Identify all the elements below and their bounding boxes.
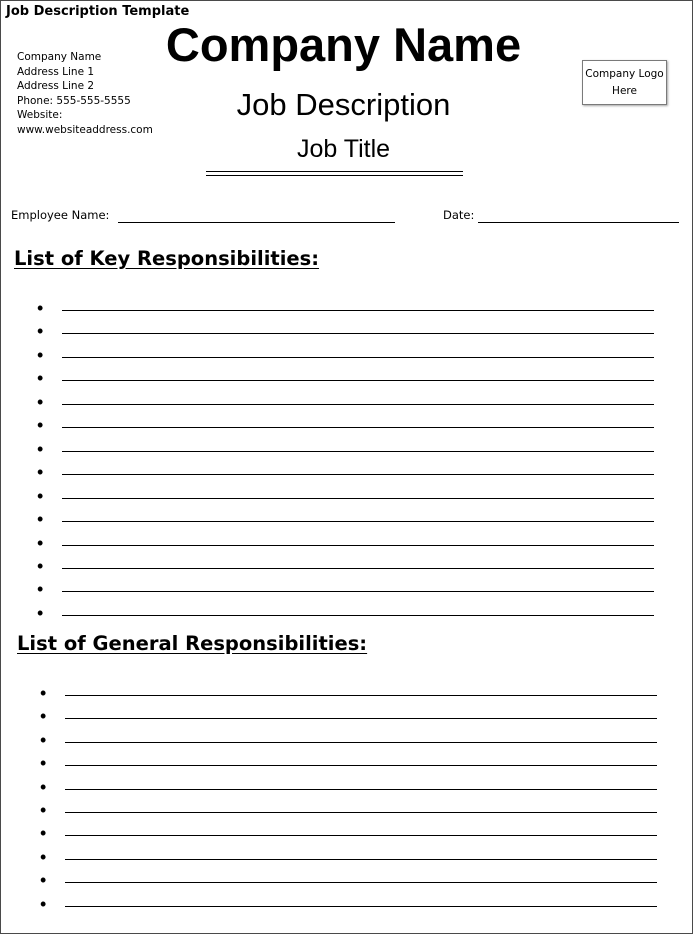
bullet-icon: •	[40, 800, 47, 820]
responsibility-line[interactable]	[62, 545, 654, 546]
responsibility-line[interactable]	[65, 906, 657, 907]
bullet-icon: •	[37, 344, 44, 365]
responsibility-line[interactable]	[65, 742, 657, 743]
responsibility-line[interactable]	[62, 404, 654, 405]
responsibility-line[interactable]	[65, 812, 657, 813]
company-address-line-2: Address Line 2	[17, 80, 95, 93]
company-website-label: Website:	[17, 109, 63, 122]
bullet-icon: •	[37, 438, 44, 459]
responsibility-line[interactable]	[65, 859, 657, 860]
responsibility-row	[37, 555, 657, 576]
bullet-icon: •	[37, 579, 44, 600]
responsibility-row	[37, 368, 657, 389]
job-description-heading: Job Description	[236, 87, 451, 122]
responsibility-row	[40, 870, 660, 891]
responsibility-line[interactable]	[62, 591, 654, 592]
bullet-icon: •	[37, 415, 44, 436]
responsibility-row	[37, 298, 657, 318]
bullet-icon: •	[40, 846, 47, 867]
bullet-icon: •	[40, 683, 47, 703]
responsibility-row	[37, 485, 657, 506]
company-address-line-1: Address Line 1	[17, 65, 95, 78]
responsibility-row	[40, 729, 660, 750]
title-double-rule	[206, 171, 463, 176]
employee-name-field[interactable]	[118, 222, 395, 223]
responsibility-line[interactable]	[65, 882, 657, 883]
responsibility-line[interactable]	[65, 695, 657, 696]
company-logo-placeholder[interactable]: Company Logo Here	[582, 60, 667, 105]
responsibility-line[interactable]	[65, 789, 657, 790]
bullet-icon: •	[37, 555, 44, 576]
bullet-icon: •	[37, 368, 44, 389]
responsibility-line[interactable]	[65, 835, 657, 836]
responsibility-line[interactable]	[62, 357, 654, 358]
date-label: Date:	[443, 208, 475, 222]
general-responsibilities-heading: List of General Responsibilities:	[17, 632, 368, 655]
bullet-icon: •	[40, 729, 47, 750]
responsibility-row	[37, 438, 657, 459]
responsibility-row	[37, 579, 657, 600]
bullet-icon: •	[40, 776, 47, 797]
responsibility-line[interactable]	[62, 310, 654, 311]
responsibility-line[interactable]	[62, 451, 654, 452]
responsibility-row	[40, 683, 660, 703]
job-title-heading: Job Title	[296, 135, 391, 163]
responsibility-row	[40, 846, 660, 867]
responsibility-row	[37, 391, 657, 412]
bullet-icon: •	[37, 602, 44, 623]
responsibility-line[interactable]	[62, 380, 654, 381]
responsibility-row	[37, 462, 657, 483]
responsibility-line[interactable]	[65, 718, 657, 719]
responsibility-line[interactable]	[62, 521, 654, 522]
bullet-icon: •	[37, 485, 44, 506]
company-name-heading: Company Name	[165, 18, 522, 71]
responsibility-row	[40, 706, 660, 727]
responsibility-line[interactable]	[62, 474, 654, 475]
responsibility-row	[40, 800, 660, 820]
responsibility-line[interactable]	[62, 498, 654, 499]
bullet-icon: •	[40, 753, 47, 774]
date-field[interactable]	[478, 222, 679, 223]
responsibility-row	[40, 893, 660, 914]
document-title: Job Description Template	[6, 4, 190, 19]
bullet-icon: •	[40, 823, 47, 844]
responsibility-row	[40, 753, 660, 774]
company-website: www.websiteaddress.com	[17, 123, 153, 136]
bullet-icon: •	[40, 870, 47, 891]
bullet-icon: •	[37, 462, 44, 483]
responsibility-line[interactable]	[65, 765, 657, 766]
responsibility-line[interactable]	[62, 568, 654, 569]
company-info-name: Company Name	[17, 51, 102, 63]
responsibility-row	[40, 776, 660, 797]
responsibility-row	[37, 509, 657, 530]
responsibility-row	[40, 823, 660, 844]
company-phone: Phone: 555-555-5555	[17, 94, 131, 107]
responsibility-line[interactable]	[62, 615, 654, 616]
bullet-icon: •	[37, 391, 44, 412]
bullet-icon: •	[37, 509, 44, 530]
employee-name-label: Employee Name:	[11, 208, 110, 222]
responsibility-row	[37, 415, 657, 436]
responsibility-line[interactable]	[62, 333, 654, 334]
responsibility-line[interactable]	[62, 427, 654, 428]
key-responsibilities-heading: List of Key Responsibilities:	[14, 247, 320, 270]
responsibility-row	[37, 602, 657, 623]
bullet-icon: •	[40, 706, 47, 727]
bullet-icon: •	[37, 532, 44, 553]
bullet-icon: •	[37, 321, 44, 342]
responsibility-row	[37, 344, 657, 365]
responsibility-row	[37, 532, 657, 553]
bullet-icon: •	[37, 298, 44, 318]
responsibility-row	[37, 321, 657, 342]
bullet-icon: •	[40, 893, 47, 914]
